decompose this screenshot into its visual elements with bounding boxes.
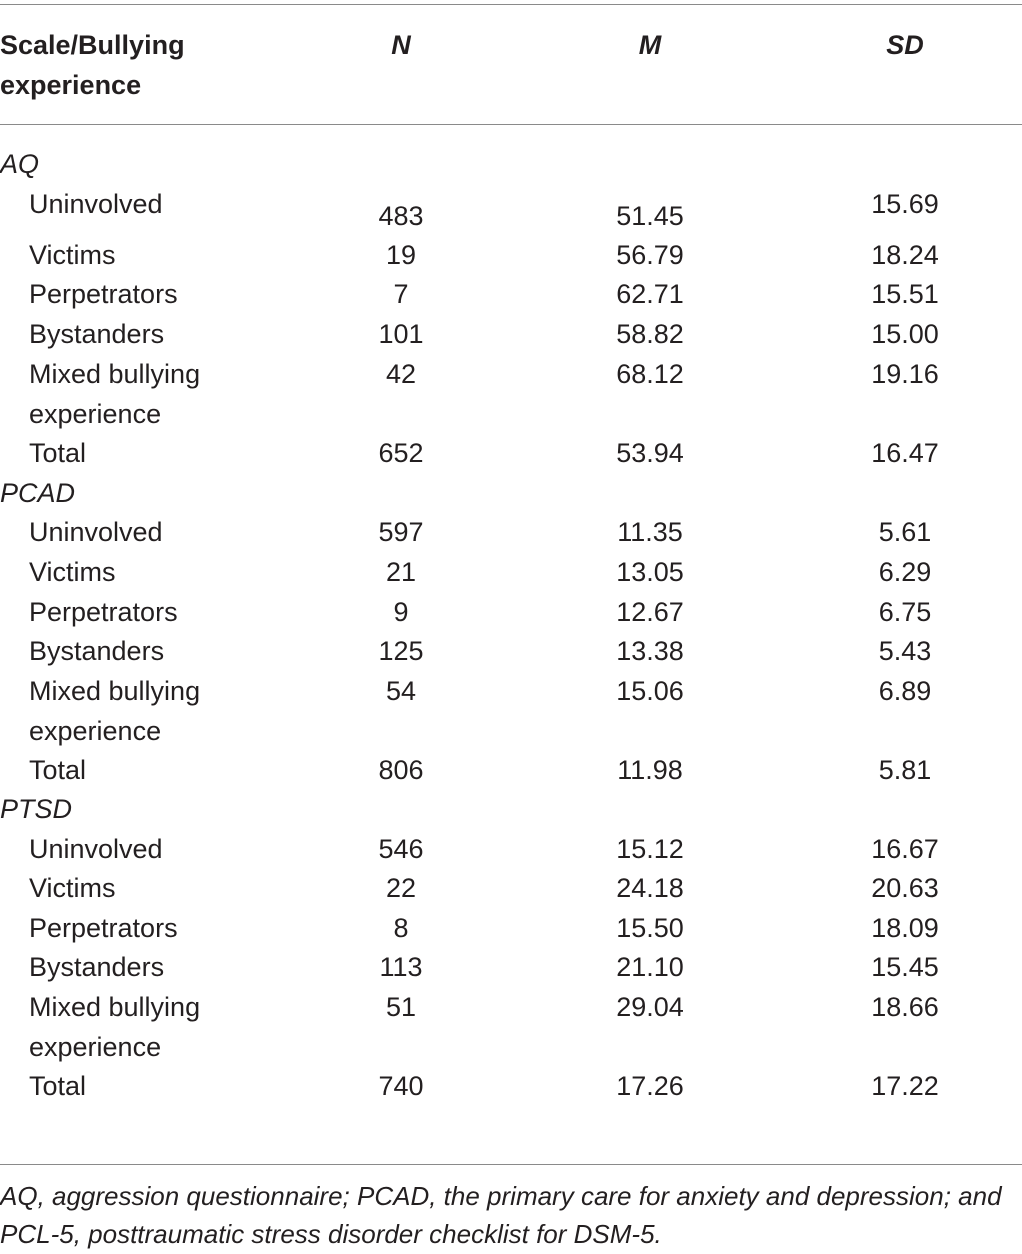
row-sd: 20.63: [871, 873, 939, 903]
header-label-line2: experience: [0, 70, 142, 100]
row-label-continuation: experience: [29, 1032, 162, 1062]
row-m: 11.35: [617, 517, 683, 547]
row-n: 125: [378, 636, 424, 666]
row-sd: 18.09: [871, 913, 939, 943]
row-label: Total: [29, 755, 87, 785]
row-m: 15.50: [616, 913, 684, 943]
row-n: 42: [385, 359, 417, 389]
group-title-pcad: PCAD: [0, 478, 76, 508]
header-n: N: [391, 30, 411, 60]
row-label: Total: [29, 438, 87, 468]
row-n: 806: [378, 755, 424, 785]
row-n: 483: [378, 201, 424, 231]
row-n: 652: [378, 438, 424, 468]
row-label-continuation: experience: [29, 716, 162, 746]
row-m: 62.71: [616, 279, 684, 309]
row-m: 24.18: [616, 873, 684, 903]
group-title-aq: AQ: [0, 149, 40, 179]
row-n: 19: [385, 240, 417, 270]
row-label: Uninvolved: [29, 189, 163, 219]
row-sd: 17.22: [871, 1071, 939, 1101]
row-sd: 6.29: [878, 557, 932, 587]
row-label: Bystanders: [29, 319, 165, 349]
row-m: 53.94: [616, 438, 684, 468]
row-n: 21: [385, 557, 417, 587]
row-n: 51: [385, 992, 417, 1022]
row-label: Mixed bullying: [29, 676, 201, 706]
row-n: 546: [378, 834, 424, 864]
header-m: M: [638, 30, 662, 60]
row-n: 101: [378, 319, 424, 349]
row-n: 113: [379, 952, 423, 982]
row-m: 58.82: [616, 319, 684, 349]
row-m: 68.12: [616, 359, 684, 389]
row-label: Victims: [29, 557, 116, 587]
row-m: 13.05: [616, 557, 684, 587]
row-n: 9: [393, 597, 409, 627]
row-m: 11.98: [617, 755, 683, 785]
row-sd: 18.24: [871, 240, 939, 270]
row-label: Total: [29, 1071, 87, 1101]
row-label: Mixed bullying: [29, 992, 201, 1022]
row-label: Bystanders: [29, 636, 165, 666]
row-sd: 5.43: [878, 636, 932, 666]
row-n: 54: [385, 676, 417, 706]
row-label: Bystanders: [29, 952, 165, 982]
row-sd: 15.51: [871, 279, 939, 309]
row-label: Uninvolved: [29, 517, 163, 547]
row-sd: 16.67: [871, 834, 939, 864]
table-bottom-rule: [0, 1164, 1022, 1165]
row-label: Uninvolved: [29, 834, 163, 864]
row-m: 17.26: [616, 1071, 684, 1101]
row-m: 29.04: [616, 992, 684, 1022]
row-label: Perpetrators: [29, 279, 178, 309]
row-m: 51.45: [616, 201, 684, 231]
row-m: 21.10: [616, 952, 684, 982]
row-sd: 15.45: [871, 952, 939, 982]
row-n: 8: [393, 913, 409, 943]
row-m: 15.12: [616, 834, 684, 864]
row-sd: 15.69: [871, 189, 939, 219]
row-m: 12.67: [616, 597, 684, 627]
table-top-rule: [0, 4, 1022, 5]
row-label: Perpetrators: [29, 597, 178, 627]
row-m: 56.79: [616, 240, 684, 270]
row-sd: 15.00: [871, 319, 939, 349]
row-n: 597: [378, 517, 424, 547]
row-sd: 18.66: [871, 992, 939, 1022]
row-sd: 5.61: [878, 517, 932, 547]
row-m: 15.06: [616, 676, 684, 706]
row-label-continuation: experience: [29, 399, 162, 429]
row-m: 13.38: [616, 636, 684, 666]
header-sd: SD: [886, 30, 924, 60]
header-label-line1: Scale/Bullying: [0, 30, 185, 60]
row-n: 740: [378, 1071, 424, 1101]
header-rule: [0, 124, 1022, 125]
row-label: Mixed bullying: [29, 359, 201, 389]
row-sd: 6.89: [878, 676, 932, 706]
row-label: Victims: [29, 873, 116, 903]
row-sd: 16.47: [871, 438, 939, 468]
row-sd: 19.16: [871, 359, 939, 389]
row-n: 7: [393, 279, 409, 309]
table-footnote: AQ, aggression questionnaire; PCAD, the primary care for anxiety and depression; and PCL-5, posttraumatic stress disorder checklist for DSM-5.: [0, 1181, 1002, 1249]
row-label: Perpetrators: [29, 913, 178, 943]
row-n: 22: [385, 873, 417, 903]
row-sd: 6.75: [878, 597, 932, 627]
group-title-ptsd: PTSD: [0, 794, 73, 824]
row-sd: 5.81: [878, 755, 932, 785]
row-label: Victims: [29, 240, 116, 270]
